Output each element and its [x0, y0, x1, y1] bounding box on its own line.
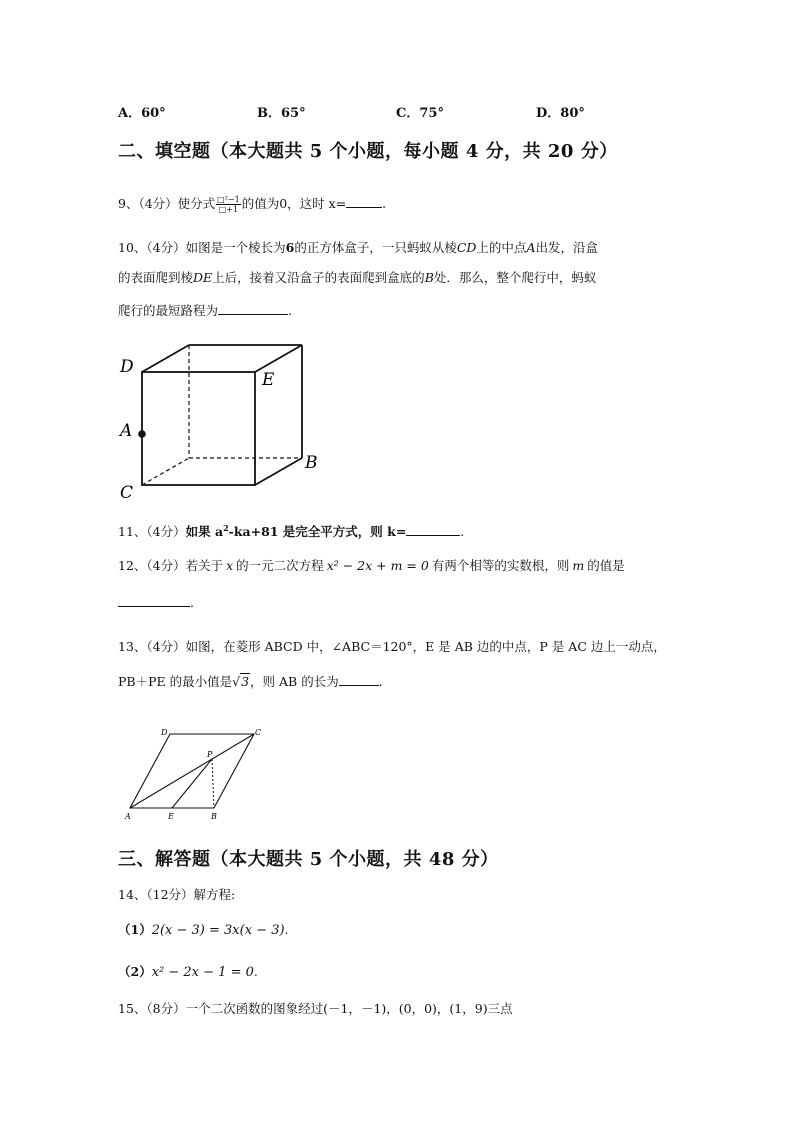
rhombus-label-d: D: [161, 728, 168, 737]
q12-var-m: m: [572, 558, 585, 573]
q10-text: 的正方体盒子，一只蚂蚁从棱: [294, 240, 457, 255]
rhombus-label-c: C: [255, 728, 262, 737]
q12-prefix: 12、（4分）若关于: [118, 558, 224, 573]
q12-answer-blank: [118, 594, 190, 607]
q9-fraction: [216, 195, 241, 214]
question-14-part1: [118, 920, 289, 938]
q13-text: PB＋PE 的最小值是: [118, 674, 233, 689]
rhombus-figure: [118, 724, 268, 824]
q12-equation: x² − 2x + m = 0: [326, 558, 429, 573]
section3-title: 三、解答题（本大题共 5 个小题，共 48 分）: [118, 849, 499, 870]
q10-edge-de: DE: [193, 270, 213, 285]
diagonal-ac: [130, 734, 254, 808]
q10-text: 上的中点: [476, 240, 527, 255]
q14-part1-end: .: [284, 922, 289, 937]
rhombus-label-p: P: [207, 750, 213, 759]
q12-var-x: x: [226, 558, 234, 573]
q12-text: 有两个相等的实数根，则: [431, 558, 570, 573]
q9-suffix: 的值为0，这时 x=: [241, 196, 347, 211]
rhombus-label-b: B: [211, 812, 217, 821]
cube-edge: [255, 458, 302, 485]
q10-text: 的表面爬到棱: [118, 270, 194, 285]
q9-frac-num: □²−1: [217, 195, 240, 204]
question-13-line1: 13、（4分）如图，在菱形 ABCD 中，∠ABC＝120°，E 是 AB 边的中点，P 是 AC 边上一动点，: [118, 639, 666, 654]
q13-sqrt-value: 3: [241, 674, 250, 689]
section2-title: 二、填空题（本大题共 5 个小题，每小题 4 分，共 20 分）: [118, 141, 618, 162]
cube-label-b: B: [305, 453, 318, 473]
q13-text: ，则 AB 的长为: [250, 674, 339, 689]
q14-part2-end: .: [253, 964, 258, 979]
q11-text: 如果 a: [185, 524, 224, 539]
q10-text: 爬行的最短路程为: [118, 303, 219, 318]
question-12-answer-line: [118, 594, 194, 610]
option-d: D．80°: [536, 106, 585, 121]
q9-prefix: 9、（4分）使分式: [118, 196, 216, 211]
option-a: A．60°: [118, 106, 166, 121]
question-10-line1: [118, 238, 598, 256]
question-9: [118, 194, 386, 214]
q13-sqrt: √3: [232, 674, 250, 689]
option-c: C．75°: [396, 106, 444, 121]
cube-label-c: C: [120, 483, 134, 503]
cube-edge: [142, 345, 189, 372]
q9-end: .: [382, 196, 387, 211]
cube-figure: [112, 335, 327, 505]
cube-label-e: E: [262, 370, 275, 390]
q11-text: -ka+81 是完全平方式，则 k=: [228, 524, 407, 539]
cube-edge: [255, 345, 302, 372]
q12-end: .: [190, 595, 194, 610]
question-10-line3: [118, 301, 292, 319]
q10-edge-length: 6: [285, 240, 295, 255]
q11-superscript: 2: [223, 522, 229, 533]
q14-part2-label: （2）: [118, 964, 152, 979]
q12-text: 的值是: [587, 558, 625, 573]
q13-answer-blank: [339, 673, 379, 686]
cube-label-a: A: [120, 421, 133, 441]
cube-hidden-edge: [142, 458, 189, 485]
question-11: [118, 522, 464, 540]
rhombus-label-a: A: [125, 812, 131, 821]
point-a-marker: [138, 430, 146, 438]
q14-part1-equation: 2(x − 3) = 3x(x − 3): [151, 923, 285, 938]
q13-end: .: [378, 674, 383, 689]
question-13-line2: [118, 672, 383, 690]
q14-part1-label: （1）: [118, 922, 152, 937]
question-14-head: 14、（12分）解方程:: [118, 887, 236, 902]
q10-text: 出发，沿盒: [535, 240, 598, 255]
q11-prefix: 11、（4分）: [118, 524, 186, 539]
question-10-line2: [118, 268, 596, 286]
question-14-part2: [118, 962, 258, 980]
question-12: [118, 556, 625, 574]
question-15: 15、（8分）一个二次函数的图象经过(－1，－1)，(0，0)，(1，9)三点: [118, 1001, 513, 1016]
q11-answer-blank: [406, 523, 460, 536]
cube-front-face: [142, 372, 255, 485]
q9-answer-blank: [346, 195, 382, 208]
segment-pb: [212, 759, 214, 808]
q10-point-a: A: [526, 240, 536, 255]
option-b: B．65°: [257, 106, 306, 121]
q14-part2-equation: x² − 2x − 1 = 0: [151, 965, 254, 980]
q9-frac-den: □+1: [218, 205, 239, 214]
q10-edge-cd: CD: [456, 240, 477, 255]
q10-text: 上后，接着又沿盒子的表面爬到盒底的: [212, 270, 425, 285]
cube-label-d: D: [120, 357, 134, 377]
q10-text: 处．那么，整个爬行中，蚂蚁: [433, 270, 597, 285]
q10-text: 10、（4分）如图是一个棱长为: [118, 240, 286, 255]
q12-text: 的一元二次方程: [236, 558, 324, 573]
q10-end: .: [288, 303, 292, 318]
q10-point-b: B: [424, 270, 434, 285]
rhombus-label-e: E: [168, 812, 174, 821]
q11-end: .: [460, 524, 465, 539]
q10-answer-blank: [218, 302, 288, 315]
segment-pe: [172, 759, 212, 808]
